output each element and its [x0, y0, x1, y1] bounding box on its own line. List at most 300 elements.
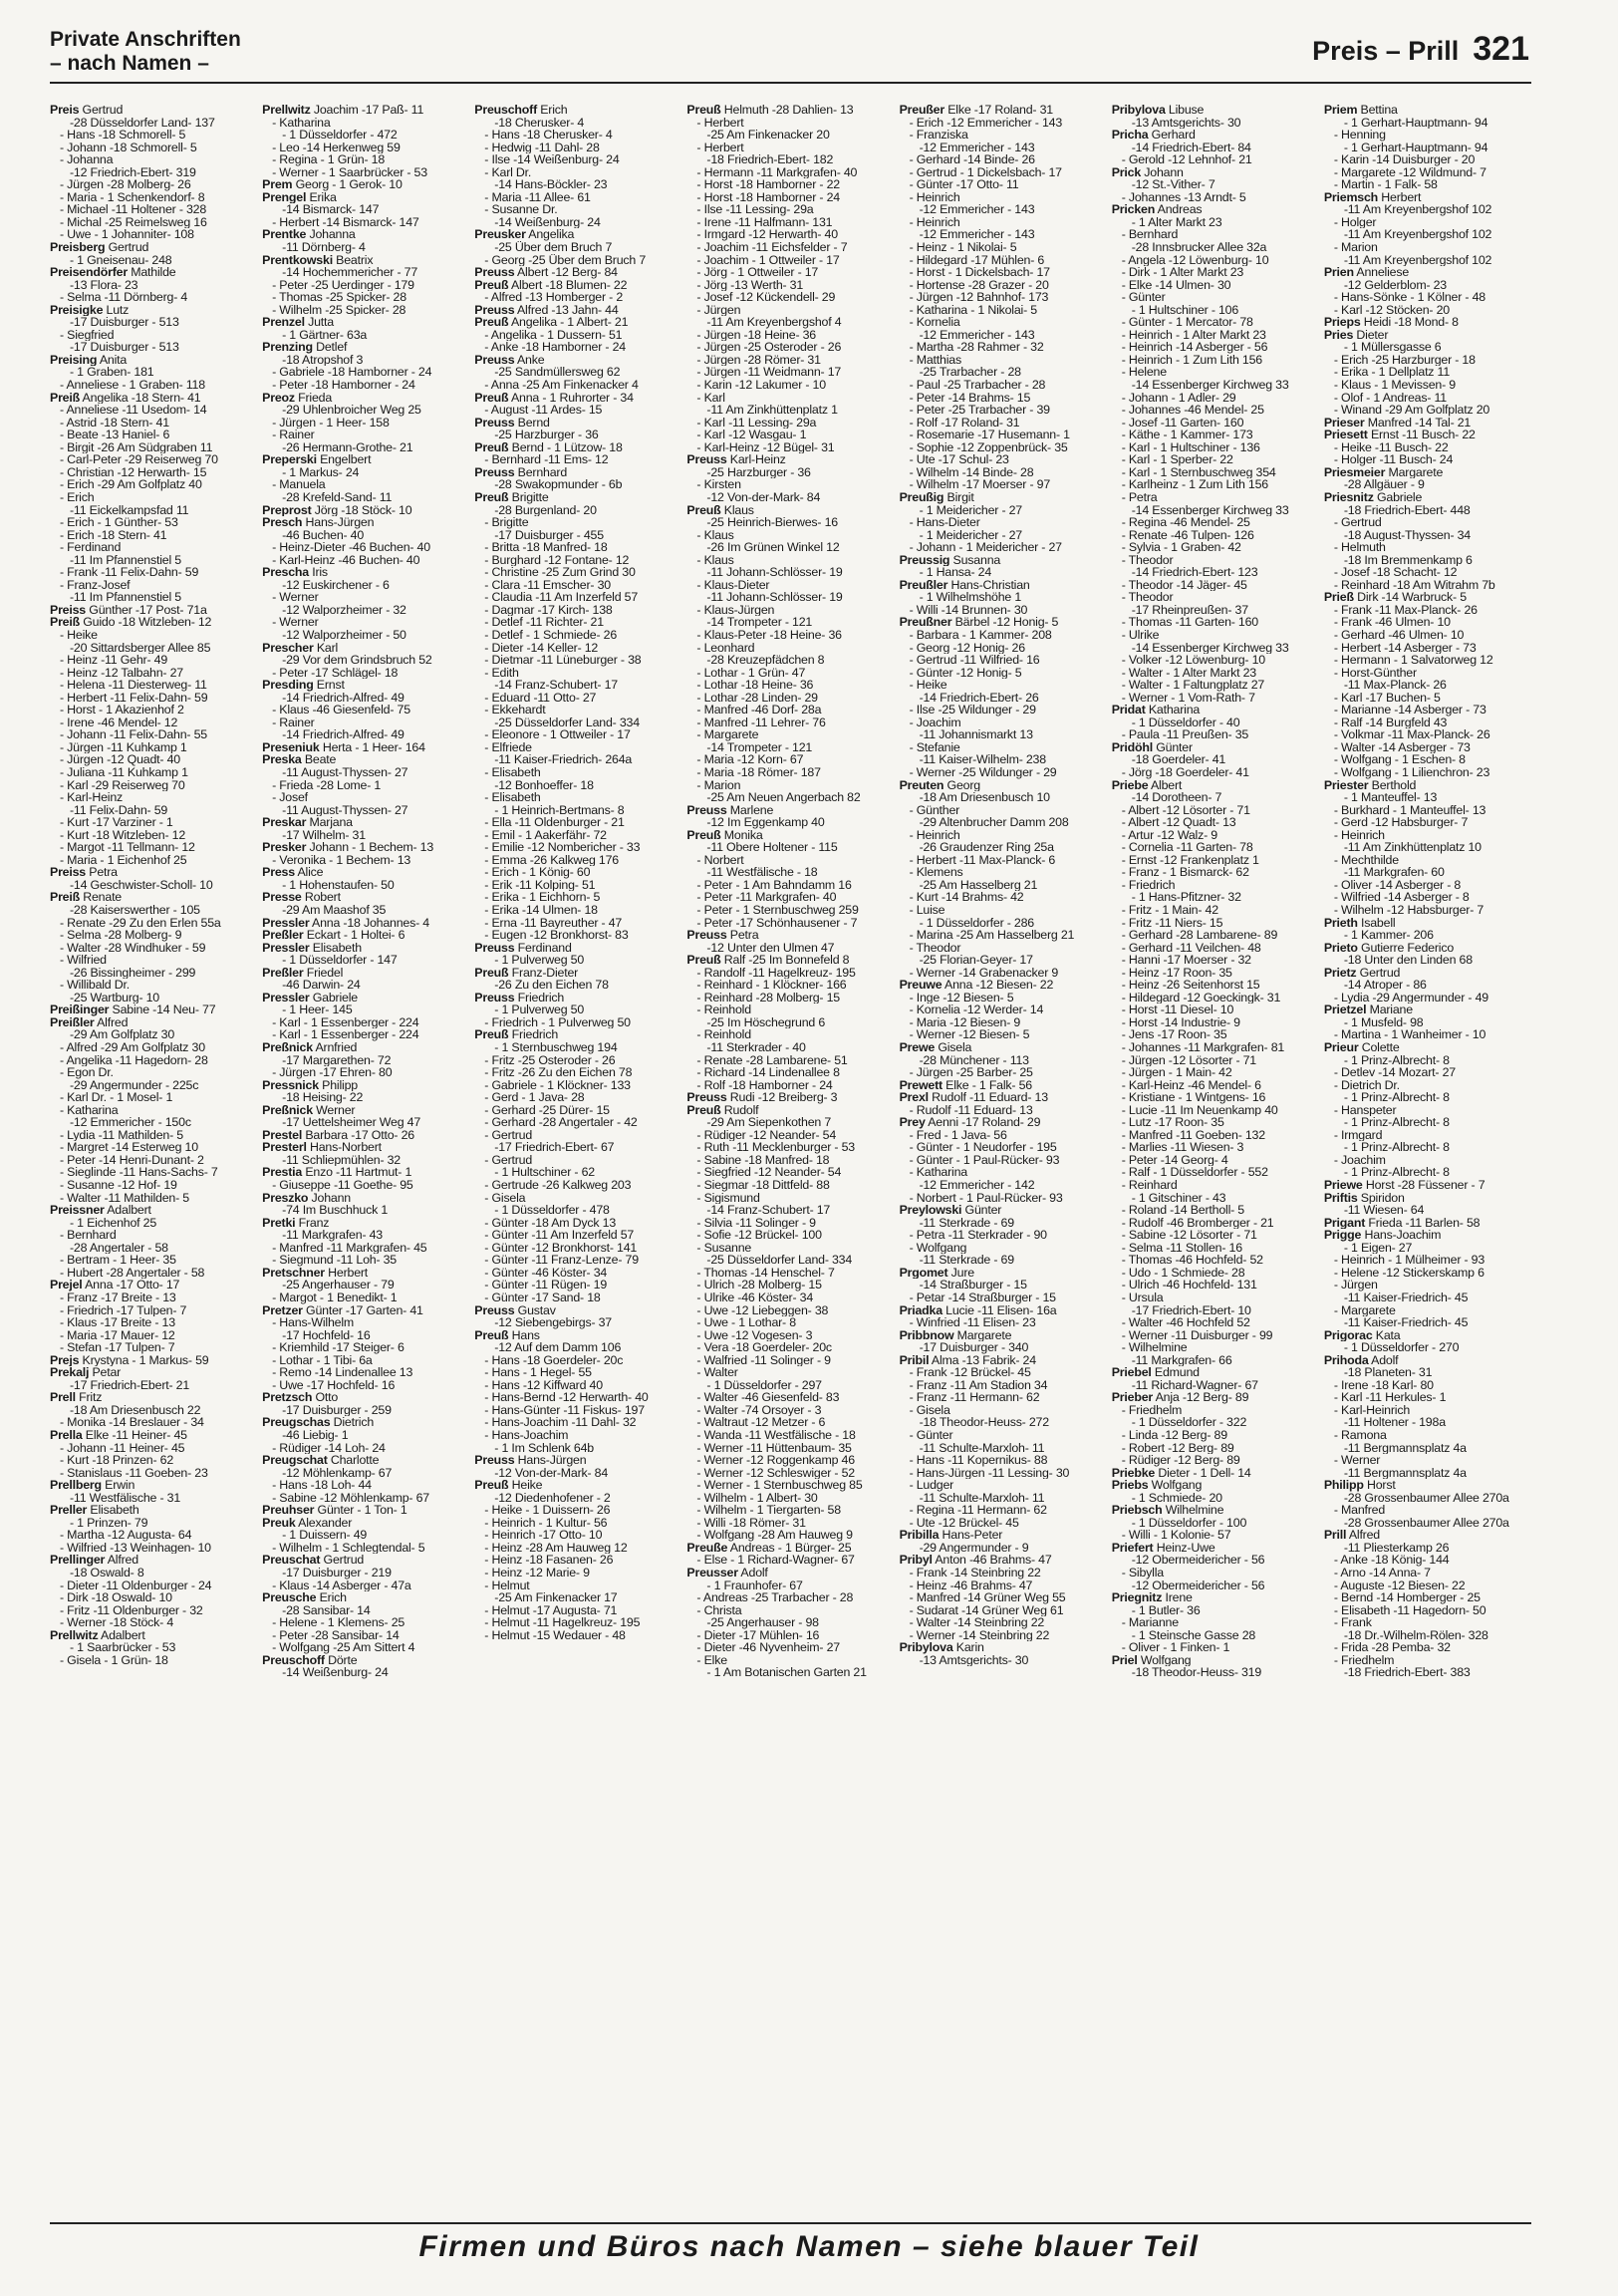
listing-entry: - Elisabeth — [484, 765, 541, 779]
entry-details: Libuse — [1165, 104, 1205, 117]
listing-entry: - Jürgen -12 Lösorter - 71 — [1121, 1053, 1256, 1067]
entry-surname: Prewe — [899, 1041, 936, 1054]
listing-entry: -25 Angerhauser - 79 — [282, 1279, 395, 1292]
entry-surname: Press — [262, 866, 295, 879]
entry-details: Friedrich — [514, 991, 565, 1004]
listing-entry: - Joachim - 1 Ottweiler - 17 — [696, 253, 840, 267]
entry-details: Wolfgang — [1137, 1653, 1192, 1667]
entry-details: Arnfried — [312, 1041, 358, 1054]
listing-entry: - Wilfried -13 Weinhagen- 10 — [60, 1541, 211, 1555]
entry-details: Hans-Christian — [947, 578, 1030, 592]
entry-details: Albert -18 Blumen- 22 — [508, 278, 628, 292]
listing-entry: - Wilhelm -14 Binde- 28 — [909, 465, 1034, 479]
listing-entry — [686, 1542, 894, 1555]
entry-surname: Preuß — [474, 316, 509, 329]
listing-entry: - Franziska — [909, 129, 968, 142]
listing-entry: - Franz -11 Am Stadion 34 — [909, 1378, 1048, 1392]
listing-entry: - Marianne — [1121, 1616, 1179, 1629]
listing-entry — [686, 1567, 894, 1579]
listing-entry — [474, 1454, 681, 1467]
listing-entry — [262, 1391, 469, 1404]
listing-entry: -11 Wiesen- 64 — [1343, 1204, 1425, 1217]
listing-entry: -25 Am Finkenacker 20 — [706, 129, 830, 142]
listing-entry: - Frank -46 Ulmen- 10 — [1333, 616, 1451, 629]
listing-entry: - Heinrich - 1 Alter Markt 23 — [1121, 328, 1266, 342]
listing-entry: - Bernd -14 Homberger - 25 — [1333, 1591, 1481, 1604]
entry-surname: Prescha — [262, 566, 309, 579]
entry-surname: Preprost — [262, 503, 312, 517]
listing-entry: - Karl - 1 Sternbuschweg 354 — [1121, 465, 1276, 479]
entry-details: Petar — [89, 1366, 122, 1379]
entry-details: Anna -12 Biesen- 22 — [942, 979, 1054, 992]
listing-entry: - Werner - 1 Vom-Rath- 7 — [1121, 691, 1255, 705]
entry-surname: Priebs — [1111, 1479, 1149, 1492]
listing-entry — [474, 942, 681, 955]
listing-entry: - Ute -12 Brückel- 45 — [909, 1516, 1019, 1530]
entry-surname: Preuss — [686, 929, 727, 942]
listing-entry: - Gertrud — [1333, 516, 1382, 529]
listing-entry: - Fritz - 1 Main- 42 — [1121, 904, 1218, 917]
listing-entry: - Walter -28 Windhuker - 59 — [60, 941, 206, 955]
listing-entry: - Manfred — [1333, 1504, 1386, 1517]
listing-entry: - Karl — [696, 391, 725, 405]
entry-details: Heidi -18 Mond- 8 — [1360, 316, 1459, 329]
listing-entry: - Sylvia - 1 Graben- 42 — [1121, 541, 1241, 554]
listing-entry: -14 Franz-Schubert- 17 — [706, 1204, 831, 1217]
listing-entry: - Renate -29 Zu den Erlen 55a — [60, 916, 221, 930]
listing-entry: -12 Von-der-Mark- 84 — [494, 1466, 609, 1480]
listing-entry: - Maria -12 Korn- 67 — [696, 753, 804, 766]
listing-entry: -14 Bismarck- 147 — [282, 203, 380, 216]
listing-entry: - 1 Düsseldorfer - 40 — [1131, 716, 1240, 729]
listing-entry: - Peter -11 Markgrafen- 40 — [696, 891, 837, 904]
entry-surname: Preperski — [262, 453, 317, 466]
listing-entry: - Frank -14 Steinbring 22 — [909, 1566, 1041, 1579]
listing-entry: - Angelika - 1 Dussern- 51 — [484, 328, 623, 342]
entry-surname: Priebel — [1111, 1366, 1152, 1379]
listing-entry: - Käthe - 1 Kammer- 173 — [1121, 429, 1253, 441]
listing-entry: - Maria - 1 Eichenhof 25 — [60, 853, 187, 867]
listing-entry — [900, 979, 1107, 992]
listing-entry: - Dieter -14 Keller- 12 — [484, 641, 599, 655]
entry-surname: Pribil — [899, 1353, 930, 1367]
listing-entry — [262, 516, 469, 529]
listing-entry: -13 Amtsgerichts- 30 — [919, 1653, 1029, 1667]
listing-entry: - Emil - 1 Aakerfähr- 72 — [484, 828, 607, 842]
listing-entry: - Gerd -12 Habsburger- 7 — [1333, 816, 1469, 829]
listing-entry: - Udo - 1 Schmiede- 28 — [1121, 1266, 1245, 1280]
listing-entry: - Kristiane - 1 Wintgens- 16 — [1121, 1091, 1266, 1104]
entry-surname: Preskar — [262, 816, 307, 829]
listing-entry: - Heinz -12 Talbahn- 27 — [60, 666, 183, 680]
listing-entry: - Theodor — [1121, 591, 1174, 604]
listing-entry: - Heinz -26 Seitenhorst 15 — [1121, 979, 1260, 992]
entry-details: Guido -18 Witzleben- 12 — [80, 616, 212, 629]
listing-entry — [50, 354, 257, 367]
entry-surname: Prella — [50, 1428, 83, 1442]
entry-details: Dirk -14 Warbruck- 5 — [1353, 591, 1467, 604]
listing-entry: - Mechthilde — [1333, 853, 1399, 867]
listing-entry: -14 Atroper - 86 — [1343, 979, 1427, 992]
listing-entry: -17 Rheinpreußen- 37 — [1131, 603, 1248, 617]
listing-entry: -28 Burgenland- 20 — [494, 503, 597, 517]
listing-entry: - Günter -18 Am Dyck 13 — [484, 1216, 617, 1230]
entry-surname: Preuss — [686, 453, 727, 466]
listing-entry: - 1 Prinz-Albrecht- 8 — [1343, 1141, 1450, 1154]
entry-surname: Preuß — [686, 104, 721, 117]
listing-entry: - Heike — [60, 628, 98, 642]
entry-surname: Priewe — [1323, 1179, 1363, 1192]
listing-entry: - Walter - 1 Alter Markt 23 — [1121, 666, 1256, 680]
entry-surname: Prellinger — [50, 1554, 106, 1567]
entry-details: Gertrud — [105, 241, 149, 254]
listing-entry: -18 Friedrich-Ebert- 383 — [1343, 1666, 1471, 1679]
listing-entry — [1112, 203, 1319, 216]
listing-entry: - Manfred -11 Goeben- 132 — [1121, 1128, 1265, 1142]
listing-entry: - 1 Musfeld- 98 — [1343, 1015, 1424, 1029]
entry-surname: Preuß — [474, 278, 509, 292]
listing-entry: -11 Bergmannsplatz 4a — [1343, 1466, 1467, 1480]
listing-entry: - Siegfried -12 Neander- 54 — [696, 1166, 842, 1180]
listing-entry: - Detlef - 1 Schmiede- 26 — [484, 628, 618, 642]
listing-entry: - Reinhold — [696, 1004, 751, 1016]
listing-entry — [262, 929, 469, 942]
listing-entry: - Giuseppe -11 Goethe- 95 — [272, 1179, 413, 1192]
listing-entry: -20 Sittardsberger Allee 85 — [70, 641, 211, 655]
listing-entry: -14 Geschwister-Scholl- 10 — [70, 878, 213, 892]
listing-entry — [1324, 779, 1531, 792]
listing-entry — [686, 1091, 894, 1104]
listing-entry: - Gerhard -28 Angertaler - 42 — [484, 1116, 638, 1129]
listing-entry — [1112, 779, 1319, 792]
listing-entry: - Oliver - 1 Finken- 1 — [1121, 1641, 1230, 1654]
listing-entry: - Juliana -11 Kuhkamp 1 — [60, 765, 188, 779]
entry-surname: Preller — [50, 1504, 88, 1517]
listing-entry: - Heinz -12 Marie- 9 — [484, 1566, 590, 1579]
listing-entry: -11 Schliepmühlen- 32 — [282, 1153, 401, 1167]
listing-entry: - Fritz -25 Osteroder - 26 — [484, 1053, 616, 1067]
listing-entry: -14 Dorotheen- 7 — [1131, 791, 1222, 804]
listing-entry: - Bernhard -11 Ems- 12 — [484, 453, 609, 466]
listing-entry — [1324, 1229, 1531, 1242]
listing-entry: - Gertrude -26 Kalkweg 203 — [484, 1179, 632, 1192]
entry-details: Georg - 1 Gerok- 10 — [292, 178, 403, 191]
listing-entry: - Lydia -11 Mathilden- 5 — [60, 1128, 183, 1142]
listing-entry: - Ludger — [909, 1479, 954, 1492]
listing-entry: -12 Emmericher - 150c — [70, 1116, 191, 1129]
entry-surname: Preuße — [686, 1541, 728, 1555]
listing-entry: - 1 Gärtner- 63a — [282, 328, 368, 342]
listing-entry: - Andreas -25 Trarbacher - 28 — [696, 1591, 854, 1604]
listing-entry: - Susanne Dr. — [484, 203, 558, 216]
listing-entry — [262, 392, 469, 405]
listing-entry: - Gerhard -11 Veilchen- 48 — [1121, 941, 1261, 955]
listing-entry: - Herbert — [696, 116, 744, 130]
listing-entry: -14 Friedrich-Ebert- 84 — [1131, 141, 1251, 154]
entry-details: Johanna — [306, 228, 356, 242]
entry-surname: Preugschat — [262, 1454, 328, 1467]
entry-surname: Prieth — [1323, 916, 1358, 930]
listing-entry: - Peter -25 Trarbacher - 39 — [909, 404, 1050, 417]
listing-entry: -11 Bergmannsplatz 4a — [1343, 1441, 1467, 1455]
listing-entry: - Wolfgang - 1 Lilienchron- 23 — [1333, 765, 1490, 779]
listing-entry: -17 Duisburger - 513 — [70, 316, 179, 329]
listing-entry: - Karl - 1 Essenberger - 224 — [272, 1028, 419, 1042]
entry-details: Hans-Joachim — [1361, 1229, 1442, 1242]
entry-details: Elke - 1 Falk- 56 — [942, 1078, 1032, 1092]
listing-entry: -26 Bissingheimer - 299 — [70, 966, 196, 980]
entry-details: Adolf — [737, 1566, 768, 1579]
listing-entry — [262, 1554, 469, 1567]
entry-surname: Preussig — [899, 553, 950, 567]
entry-surname: Preuss — [474, 266, 515, 279]
listing-entry: - Jürgen - 1 Main- 42 — [1121, 1066, 1232, 1079]
listing-entry — [474, 441, 681, 454]
entry-details: Aenni -17 Roland- 29 — [925, 1116, 1041, 1129]
listing-entry: -29 Angermunder - 225c — [70, 1078, 199, 1092]
entry-surname: Presse — [262, 891, 302, 904]
entry-surname: Preseniuk — [262, 740, 320, 754]
listing-entry: - Frieda -28 Lome- 1 — [272, 778, 382, 792]
listing-entry — [1112, 1467, 1319, 1480]
listing-entry — [1324, 1354, 1531, 1367]
entry-details: Elke -17 Roland- 31 — [944, 104, 1053, 117]
entry-details: Berthold — [1368, 778, 1417, 792]
listing-entry — [262, 228, 469, 241]
listing-entry: - Dieter -17 Mühlen- 16 — [696, 1628, 820, 1642]
listing-entry: -11 Markgrafen- 66 — [1131, 1353, 1232, 1367]
entry-details: Bernd — [514, 416, 550, 430]
listing-entry: - Werner -11 Hüttenbaum- 35 — [696, 1441, 852, 1455]
listing-entry: -14 Essenberger Kirchweg 33 — [1131, 503, 1289, 517]
entry-details: Engelbert — [316, 453, 372, 466]
listing-entry — [1324, 967, 1531, 980]
entry-details: Anke — [514, 353, 545, 367]
listing-entry: - Peter - 1 Am Bahndamm 16 — [696, 878, 852, 892]
listing-entry: -11 Im Pfannenstiel 5 — [70, 591, 181, 604]
listing-entry: -18 Goerdeler- 41 — [1131, 753, 1226, 766]
listing-entry: - Heinrich — [909, 828, 960, 842]
entry-details: Albert -12 Berg- 84 — [514, 266, 618, 279]
listing-entry: - Arno -14 Anna- 7 — [1333, 1566, 1431, 1579]
listing-entry: -12 Obermeidericher - 56 — [1131, 1554, 1265, 1567]
entry-surname: Preuß — [474, 440, 509, 454]
listing-entry: - Günter -11 Rügen- 19 — [484, 1279, 608, 1292]
listing-entry: - Katharina — [60, 1103, 119, 1117]
listing-entry: -28 Krefeld-Sand- 11 — [282, 490, 393, 504]
listing-entry: - Klaus -17 Breite - 13 — [60, 1316, 175, 1329]
entry-details: Jörg -18 Stöck- 10 — [311, 503, 412, 517]
listing-entry: - Detlef -11 Richter- 21 — [484, 616, 604, 629]
listing-entry: - Hans -11 Kopernikus- 88 — [909, 1454, 1048, 1467]
listing-entry: -18 Am Driesenbusch 22 — [70, 1403, 201, 1417]
listing-entry — [262, 1654, 469, 1667]
listing-entry: - Peter -25 Uerdinger - 179 — [272, 278, 414, 292]
listing-entry: -26 Zu den Eichen 78 — [494, 979, 609, 992]
listing-entry: - Heinrich - 1 Zum Lith 156 — [1121, 353, 1262, 367]
listing-entry: -14 Straßburger - 15 — [919, 1279, 1027, 1292]
listing-entry — [1324, 329, 1531, 342]
listing-entry: - Kurt -17 Varziner - 1 — [60, 816, 173, 829]
listing-entry — [1324, 191, 1531, 204]
listing-column-5 — [900, 104, 1107, 2216]
entry-details: Werner — [312, 1103, 356, 1117]
listing-entry: - Horst - 1 Akazienhof 2 — [60, 704, 184, 717]
entry-details: Rudolf — [720, 1103, 759, 1117]
listing-entry — [262, 1041, 469, 1054]
listing-entry — [474, 491, 681, 504]
entry-details: Rudolf -11 Eduard- 13 — [928, 1091, 1048, 1104]
listing-entry: - Sabine -12 Möhlenkamp- 67 — [272, 1491, 429, 1505]
listing-entry: - Lydia -29 Angermunder - 49 — [1333, 991, 1488, 1004]
listing-entry: -28 Grossenbaumer Allee 270a — [1343, 1516, 1509, 1530]
listing-entry: -11 Dörnberg- 4 — [282, 241, 366, 254]
listing-entry: - 1 Im Schlenk 64b — [494, 1441, 594, 1455]
entry-surname: Prejel — [50, 1279, 83, 1292]
listing-entry: -18 Oswald- 8 — [70, 1566, 144, 1579]
listing-entry — [1324, 942, 1531, 955]
listing-entry: - Sophie -12 Zoppenbrück- 35 — [909, 440, 1068, 454]
entry-surname: Pressler — [262, 916, 310, 930]
listing-entry — [50, 104, 257, 117]
entry-details: Elisabeth — [309, 941, 362, 955]
entry-details: Mariane — [1366, 1004, 1413, 1016]
entry-details: Ernst — [313, 679, 345, 692]
listing-entry: - Günter -17 Otto- 11 — [909, 178, 1019, 191]
listing-entry: -12 Von-der-Mark- 84 — [706, 490, 821, 504]
entry-surname: Preuß — [686, 503, 721, 517]
listing-entry: - Gertrud -11 Wilfried- 16 — [909, 654, 1040, 667]
entry-details: Krystyna - 1 Markus- 59 — [79, 1353, 209, 1367]
entry-details: Bernd - 1 Lützow- 18 — [508, 440, 623, 454]
listing-entry: - Angelika -11 Hagedorn- 28 — [60, 1053, 208, 1067]
listing-column-4 — [686, 104, 894, 2216]
listing-entry: - Gerhard -46 Ulmen- 10 — [1333, 628, 1465, 642]
listing-entry — [262, 1104, 469, 1117]
listing-entry: - Reinhard - 1 Klöckner- 166 — [696, 979, 847, 992]
listing-entry — [1112, 1542, 1319, 1555]
listing-entry: - 1 Fraunhofer- 67 — [706, 1578, 803, 1592]
listing-entry: - Wilhelm - 1 Tiergarten- 58 — [696, 1504, 841, 1517]
listing-entry: - Susanne -12 Hof- 19 — [60, 1179, 177, 1192]
listing-entry: - Gabriele - 1 Klöckner- 133 — [484, 1078, 631, 1092]
entry-details: Beate — [301, 753, 337, 766]
entry-surname: Preiß — [50, 891, 80, 904]
entry-surname: Prem — [262, 178, 293, 191]
listing-entry: -14 Trompeter - 121 — [706, 740, 813, 754]
listing-entry — [474, 992, 681, 1004]
listing-entry: - Katharina — [909, 1166, 967, 1180]
entry-details: Monika — [720, 828, 763, 842]
entry-details: Enzo -11 Hartmut- 1 — [302, 1166, 412, 1180]
listing-entry — [900, 1204, 1107, 1217]
listing-entry: -29 Am Siepenkothen 7 — [706, 1116, 832, 1129]
listing-entry: - Heike -11 Busch- 22 — [1333, 440, 1449, 454]
entry-details: Adalbert — [104, 1204, 151, 1217]
listing-entry: - Kriemhild -17 Steiger- 6 — [272, 1341, 404, 1354]
entry-surname: Preuss — [474, 1454, 515, 1467]
entry-details: Colette — [1358, 1041, 1400, 1054]
listing-entry: - Helmut — [484, 1578, 530, 1592]
listing-entry: -26 Im Grünen Winkel 12 — [706, 541, 840, 554]
listing-entry: - Jürgen -12 Bahnhof- 173 — [909, 291, 1049, 304]
listing-entry: - Karl Dr. - 1 Mosel- 1 — [60, 1091, 173, 1104]
listing-entry: - Heinrich - 1 Kultur- 56 — [484, 1516, 608, 1530]
listing-entry — [50, 1504, 257, 1517]
listing-entry: -12 Emmericher - 142 — [919, 1179, 1035, 1192]
entry-details: Hans-Peter — [939, 1529, 1003, 1542]
listing-entry — [474, 316, 681, 329]
listing-entry: -11 Holtener - 198a — [1343, 1416, 1446, 1429]
entry-details: Irene — [1162, 1591, 1193, 1604]
listing-entry: - Astrid -18 Stern- 41 — [60, 416, 169, 430]
listing-entry: - Olof - 1 Andreas- 11 — [1333, 391, 1447, 405]
entry-details: Günther -17 Post- 71a — [86, 603, 207, 617]
listing-entry: - Heinrich — [909, 190, 960, 204]
entry-details: Philipp — [318, 1078, 358, 1092]
listing-entry — [50, 1391, 257, 1404]
entry-surname: Prietz — [1323, 966, 1357, 980]
listing-entry: -25 Am Neuen Angerbach 82 — [706, 791, 861, 804]
listing-entry: - Martha -28 Rahmer - 32 — [909, 341, 1044, 354]
listing-entry: - Martin - 1 Falk- 58 — [1333, 178, 1438, 191]
listing-entry: - Katharina — [272, 116, 331, 130]
listing-entry: - Inge -12 Biesen- 5 — [909, 991, 1014, 1004]
entry-surname: Prigant — [1323, 1216, 1366, 1230]
entry-details: Alfred — [105, 1554, 138, 1567]
listing-entry: -12 Auf dem Damm 106 — [494, 1341, 622, 1354]
listing-entry: -11 Richard-Wagner- 67 — [1131, 1378, 1258, 1392]
entry-details: Anja -12 Berg- 89 — [1153, 1391, 1249, 1404]
listing-entry: - Manfred -11 Markgrafen- 45 — [272, 1241, 427, 1255]
listing-entry — [900, 579, 1107, 592]
entry-surname: Preis — [50, 104, 80, 117]
listing-entry: - Günter -12 Honig- 5 — [909, 666, 1022, 680]
listing-entry — [474, 1479, 681, 1492]
listing-entry: - Luise — [909, 904, 945, 917]
entry-details: Bettina — [1357, 104, 1398, 117]
listing-entry — [1112, 1479, 1319, 1492]
listing-entry: -11 August-Thyssen- 27 — [282, 803, 408, 817]
entry-details: Wolfgang — [1148, 1479, 1203, 1492]
listing-entry: - Lutz -17 Roon- 35 — [1121, 1116, 1224, 1129]
listing-entry: - Waltraut -12 Metzer - 6 — [696, 1416, 826, 1429]
listing-entry: - 1 Düsseldorfer - 322 — [1131, 1416, 1247, 1429]
listing-entry: - Gerhard -28 Lambarene- 89 — [1121, 929, 1278, 942]
listing-entry: - Günter - 1 Mercator- 78 — [1121, 316, 1253, 329]
entry-details: Dieter — [1353, 328, 1389, 342]
entry-details: Anton -46 Brahms- 47 — [932, 1554, 1052, 1567]
listing-entry — [262, 178, 469, 191]
listing-entry: - Johannes -13 Arndt- 5 — [1121, 190, 1246, 204]
entry-surname: Prentkowski — [262, 253, 333, 267]
entry-surname: Preuß — [474, 391, 509, 405]
listing-entry: - 1 Eichenhof 25 — [70, 1216, 157, 1230]
listing-entry: - Bernhard — [1121, 228, 1179, 242]
entry-details: Gertrud — [79, 104, 124, 117]
entry-details: Marjana — [306, 816, 353, 829]
listing-entry: -14 Friedrich-Alfred- 49 — [282, 691, 404, 705]
listing-entry — [474, 354, 681, 367]
listing-entry: - August -11 Ardes- 15 — [484, 404, 603, 417]
listing-entry: - Erika - 1 Eichhorn- 5 — [484, 891, 601, 904]
listing-entry: - Günter -12 Bronkhorst- 141 — [484, 1241, 638, 1255]
listing-entry: - Burghard -12 Fontane- 12 — [484, 553, 630, 567]
listing-entry: -12 Walporzheimer - 50 — [282, 628, 406, 642]
entry-details: Charlotte — [327, 1454, 380, 1467]
listing-entry: - Hans-Dieter — [909, 516, 980, 529]
entry-surname: Preuss — [474, 353, 515, 367]
